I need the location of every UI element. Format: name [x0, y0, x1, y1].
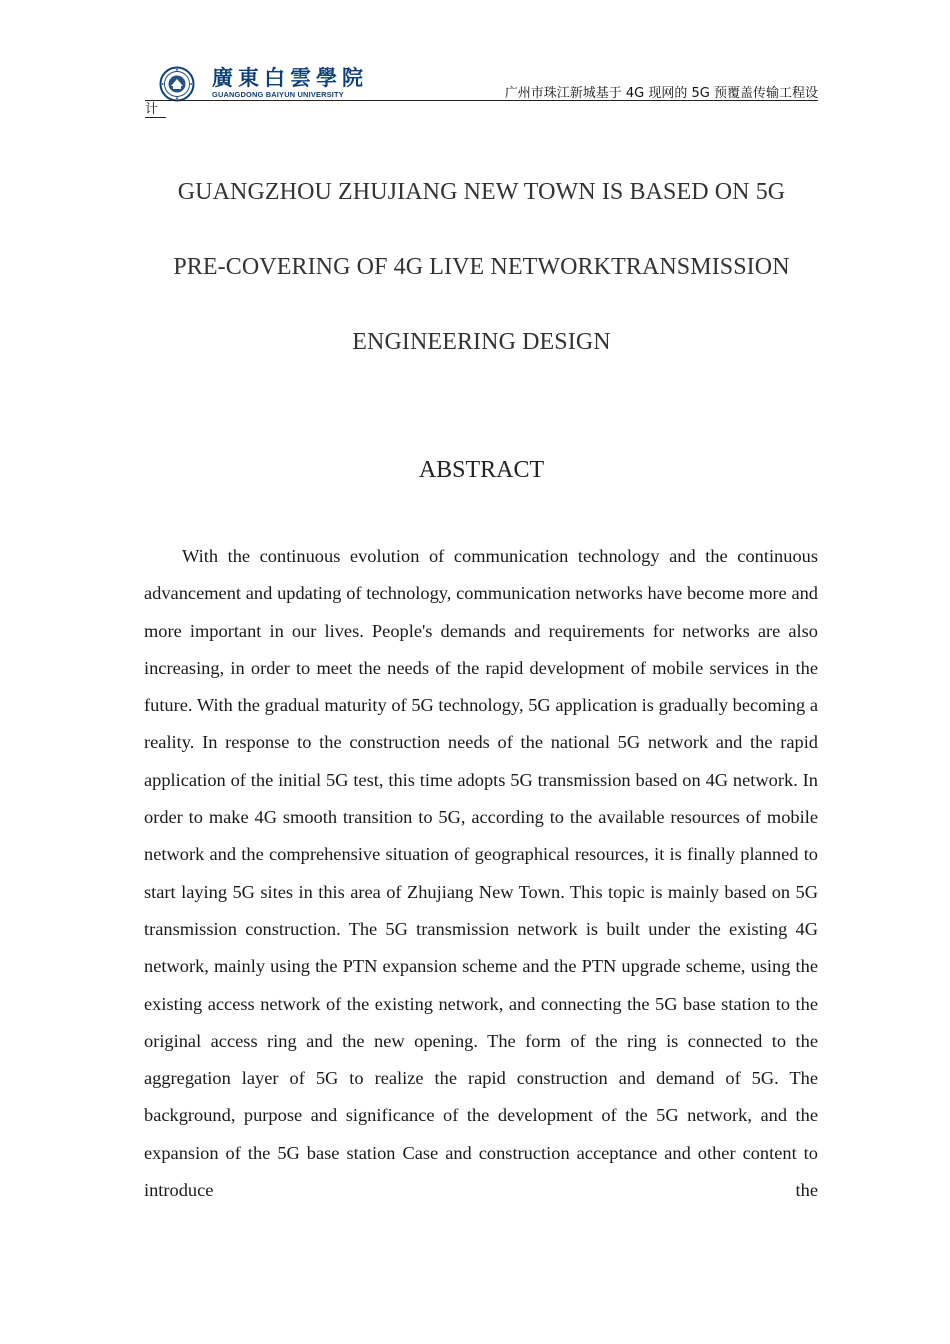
- thesis-title: [145, 155, 818, 380]
- running-title: 广州市珠江新城基于 4G 现网的 5G 预覆盖传输工程设: [504, 86, 818, 101]
- logo-english-name: GUANGDONG BAIYUN UNIVERSITY: [212, 90, 344, 99]
- title-line: ENGINEERING DESIGN: [352, 329, 611, 355]
- abstract-heading: ABSTRACT: [418, 457, 545, 483]
- abstract-body: With the continuous evolution of communication technology and the continuous advancement and updating of technology, communication networks have become more and more important in our lives. People's demands and requirements for networks are also increasing, in order to meet the needs of the rapid development of mobile services in the future. With the gradual maturity of 5G technology, 5G application is gradually becoming a reality. In response to the construction needs of the national 5G network and the rapid application of the initial 5G test, this time adopts 5G transmission based on 4G network. In order to make 4G smooth transition to 5G, according to the available resources of mobile network and the comprehensive situation of geographical resources, it is finally planned to start laying 5G sites in this area of Zhujiang New Town. This topic is mainly based on 5G transmission construction. The 5G transmission network is built under the existing 4G network, mainly using the PTN expansion scheme and the PTN upgrade scheme, using the existing access network of the existing network, and connecting the 5G base station to the original access ring and the new opening. The form of the ring is connected to the aggregation layer of 5G to realize the rapid construction and demand of 5G. The background, purpose and significance of the development of the 5G network, and the expansion of the 5G base station Case and construction acceptance and other content to introduce the: [144, 546, 818, 1201]
- university-logo: [154, 65, 368, 102]
- title-line: PRE-COVERING OF 4G LIVE NETWORKTRANSMISSION: [173, 254, 790, 280]
- page-header: [145, 64, 818, 120]
- logo-chinese-name: 廣東白雲學院: [212, 65, 368, 90]
- running-title-continuation: 计: [145, 102, 166, 118]
- university-seal-icon: [154, 66, 200, 102]
- title-line: GUANGZHOU ZHUJIANG NEW TOWN IS BASED ON 5G: [177, 179, 786, 205]
